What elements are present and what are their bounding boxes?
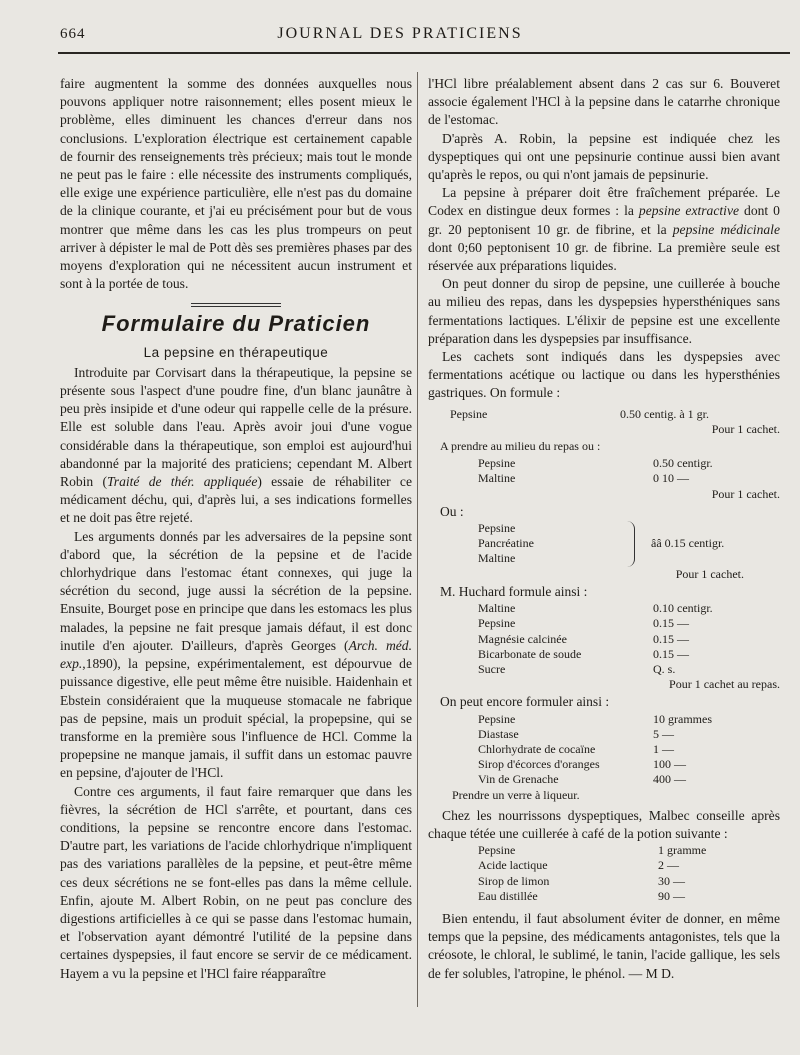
formula-ingredient: Pepsine bbox=[478, 456, 516, 471]
formula-quantity: 10 grammes bbox=[653, 711, 712, 726]
formula-6 bbox=[428, 843, 780, 904]
section-separator bbox=[191, 303, 281, 307]
formula-quantity: 1 gramme bbox=[658, 843, 707, 858]
formula-row bbox=[428, 616, 780, 631]
formula-quantity: 0.10 centigr. bbox=[653, 601, 713, 616]
formula-row bbox=[428, 843, 780, 858]
formula-quantity: Q. s. bbox=[653, 661, 676, 676]
formula-row bbox=[428, 742, 780, 757]
formula-ingredient: Chlorhydrate de cocaïne bbox=[478, 741, 596, 756]
page-number: 664 bbox=[60, 26, 86, 42]
formula-row bbox=[428, 772, 780, 787]
emphasis: pepsine extractive bbox=[638, 203, 740, 219]
text-run: ) essaie de réhabiliter ce médicament déchu, qui, d'après lui, a ses indications formelles et ne doit pas être rejeté. bbox=[60, 474, 412, 526]
formula-ingredient: Eau distillée bbox=[478, 888, 538, 903]
formula-row bbox=[428, 662, 780, 677]
page-header bbox=[0, 0, 800, 56]
formula-ingredient: Magnésie calcinée bbox=[478, 631, 567, 646]
formula-2 bbox=[428, 439, 780, 502]
paragraph: Contre ces arguments, il faut faire remarquer que dans les fièvres, la sécrétion de HCl s'arrête, et pourtant, dans ces conditions, la pepsine se rencontre encore dans l'estomac. D'autre part, les variations de l'acide chlorhydrique n'impliquent pas des variations parallèles de la pepsine, et peut-être même ces deux sécrétions ne se font-elles pas dans la même cellule. Enfin, ajoute M. Albert Robin, on ne peut pas conclure des digestions artificielles à ce qui se passe dans l'estomac humain, et l'observation ayant démontré l'utilité de la pepsine dans certaines dyspepsies, il faut encore se servir de ce médicament. Hayem a vu la pepsine et l'HCl faire réapparaître bbox=[60, 783, 412, 981]
formula-note: Pour 1 cachet. bbox=[711, 421, 780, 436]
formula-ingredient: Acide lactique bbox=[478, 858, 548, 873]
formula-ingredient: Pepsine bbox=[478, 711, 516, 726]
right-column bbox=[428, 75, 780, 983]
formula-ingredient: Sirop de limon bbox=[478, 873, 550, 888]
paragraph: Les cachets sont indiqués dans les dyspepsies avec fermentations acétique ou lactique ou dans les hypersthénies gastriques. On formule : bbox=[428, 349, 780, 401]
formula-note: Pour 1 cachet au repas. bbox=[669, 677, 780, 692]
formula-ingredient: Pepsine bbox=[478, 843, 516, 858]
formula-quantity: 100 — bbox=[653, 757, 686, 772]
article-subtitle: La pepsine en thérapeutique bbox=[143, 344, 329, 360]
formula-quantity: 0.50 centigr. bbox=[653, 456, 713, 471]
formula-note: Pour 1 cachet. bbox=[711, 486, 780, 501]
formula-row bbox=[428, 874, 780, 889]
formula-row bbox=[428, 632, 780, 647]
citation: Arch. méd. exp. bbox=[60, 637, 412, 672]
formula-note: Prendre un verre à liqueur. bbox=[452, 787, 580, 802]
formula-heading: M. Huchard formule ainsi : bbox=[440, 583, 588, 599]
formula-ingredient: Pancréatine bbox=[478, 536, 534, 551]
formula-note: Pour 1 cachet. bbox=[675, 566, 744, 581]
section-title: Formulaire du Praticien bbox=[101, 311, 371, 337]
formula-ingredient: Sirop d'écorces d'oranges bbox=[478, 757, 600, 772]
formula-quantity: 0.15 — bbox=[653, 616, 689, 631]
formula-ingredient: Bicarbonate de soude bbox=[478, 646, 582, 661]
paragraph bbox=[60, 528, 412, 783]
intro-paragraph: faire augmentent la somme des données auxquelles nous pouvons appliquer notre raisonnement; elles posent mieux le problème, elles diminuent les chances d'erreur dans nos conclusions. L'exploration électrique est certainement capable de fournir des renseignements très précieux; mais tout le monde ne peut pas le faire : elle nécessite des instruments compliqués, elle exige une expérience particulière, elle n'est pas du domaine de la clinique courante, et j'ai eu précisément pour but de vous montrer que même dans les cas les plus trompeurs on peut arriver à dépister le mal de Pott dès ses premières phases par des moyens d'exploration qui ne nécessitent aucun instrument et sont à la portée de tous. bbox=[60, 76, 412, 292]
text-run: ,1890), la pepsine, expérimentalement, est dépourvue de puissance digestive, elle peut même être nuisible. Haidenhain et Ebstein considéraient que la muqueuse stomacale ne fabrique pas de pepsine, mais un produit spécial, la propepsine, qui se transforme en la première sous l'influence de HCl. Comme la propepsine ne manque jamais, il suffit dans un estomac pauvre en pepsine, d'ajouter de l'HCl. bbox=[60, 656, 412, 781]
paragraph: l'HCl libre préalablement absent dans 2 cas sur 6. Bouveret associe également l'HCl à la pepsine dans le catarrhe chronique de l'estomac. bbox=[428, 76, 780, 128]
formula-row bbox=[428, 858, 780, 873]
text-run: dont 0;60 peptonisent 10 gr. de fibrine. La première seule est réservée aux préparations liquides. bbox=[428, 239, 780, 274]
formula-quantity: 30 — bbox=[658, 873, 685, 888]
column-divider bbox=[417, 72, 418, 1007]
paragraph: Bien entendu, il faut absolument éviter de donner, en même temps que la pepsine, des médicaments antagonistes, tels que la créosote, le chloral, le sublimé, le tanin, l'acide gallique, les sels de fer solubles, l'atropine, le phénol. — M D. bbox=[428, 910, 780, 981]
formula-quantity: 5 — bbox=[653, 726, 674, 741]
formula-1 bbox=[428, 407, 780, 437]
formula-row bbox=[428, 647, 780, 662]
paragraph: D'après A. Robin, la pepsine est indiquée chez les dyspeptiques qui ont une pepsinurie continue aussi bien avant qu'après le repos, ou qui n'ont jamais de pepsinurie. bbox=[428, 130, 780, 183]
text-run: Les arguments donnés par les adversaires de la pepsine sont d'abord que, la sécrétion de la pepsine et de l'acide chlorhydrique dans l'estomac étant connexes, qui juge la sécrétion du second, juge aussi la sécrétion de la pepsine. Ensuite, Bourget pose en principe que dans les estomacs les plus malades, la pepsine ne fait presque jamais défaut, il est donc inutile d'en ajouter. D'ailleurs, d'après Georges ( bbox=[60, 528, 412, 653]
formula-ingredient: Diastase bbox=[478, 726, 519, 741]
formula-quantity: 1 — bbox=[653, 741, 674, 756]
formula-5 bbox=[428, 694, 780, 802]
left-column bbox=[60, 75, 412, 983]
formula-quantity: 400 — bbox=[653, 772, 686, 787]
formula-row bbox=[428, 757, 780, 772]
formula-quantity: 0 10 — bbox=[653, 471, 689, 486]
formula-row bbox=[428, 889, 780, 904]
formula-quantity: 0.50 centig. à 1 gr. bbox=[620, 406, 709, 421]
formula-ingredient: Maltine bbox=[478, 471, 516, 486]
formula-4 bbox=[428, 584, 780, 692]
paragraph bbox=[428, 184, 780, 275]
text-run: Introduite par Corvisart dans la thérapeutique, la pepsine se présente sous l'aspect d'une poudre fine, d'un blanc jaunâtre à peu près insipide et d'une odeur qui rappelle celle de la présure. Elle est soluble dans l'eau. Après avoir joui d'une vogue considérable dans la thérapeutique, son emploi est aujourd'hui abandonné par la majorité des praticiens; cependant M. Albert Robin ( bbox=[60, 364, 412, 490]
formula-row bbox=[428, 712, 780, 727]
paragraph bbox=[60, 364, 412, 528]
formula-ingredient: Maltine bbox=[478, 601, 516, 616]
formula-quantity: 2 — bbox=[658, 858, 679, 873]
citation: Traité de thér. appliquée bbox=[106, 474, 258, 490]
formula-quantity: 0.15 — bbox=[653, 631, 689, 646]
header-rule bbox=[58, 52, 790, 54]
formula-ingredient: Pepsine bbox=[450, 406, 488, 421]
formula-heading: On peut encore formuler ainsi : bbox=[440, 694, 610, 710]
formula-ingredient: Pepsine bbox=[478, 616, 516, 631]
formula-quantity: 0.15 — bbox=[653, 646, 689, 661]
paragraph: On peut donner du sirop de pepsine, une cuillerée à bouche au milieu des repas, dans les dyspepsies hypersthéniques sans fermentations lactiques. L'élixir de pepsine est une excellente préparation dans les dyspepsies par insuffisance. bbox=[428, 276, 780, 346]
formula-ingredient: Vin de Grenache bbox=[478, 772, 559, 787]
formula-3 bbox=[428, 504, 780, 582]
formula-heading: A prendre au milieu du repas ou : bbox=[440, 439, 601, 454]
formula-ingredient: Maltine bbox=[478, 551, 516, 566]
formula-quantity: ââ 0.15 centigr. bbox=[651, 536, 725, 551]
formula-ingredient: Pepsine bbox=[478, 521, 516, 536]
formula-heading: Ou : bbox=[440, 503, 464, 519]
formula-row bbox=[428, 727, 780, 742]
journal-title: JOURNAL DES PRATICIENS bbox=[277, 25, 523, 42]
formula-ingredient: Sucre bbox=[478, 661, 506, 676]
text-run: dont 0 gr. 20 peptonisent 10 gr. de fibrine, et la bbox=[428, 203, 780, 237]
paragraph: Chez les nourrissons dyspeptiques, Malbec conseille après chaque tétée une cuillerée à café de la potion suivante : bbox=[428, 807, 780, 841]
formula-quantity: 90 — bbox=[658, 888, 685, 903]
emphasis: pepsine médicinale bbox=[672, 221, 780, 237]
formula-row bbox=[428, 601, 780, 616]
text-run: La pepsine à préparer doit être fraîchement préparée. Le Codex en distingue deux formes : la bbox=[428, 185, 780, 219]
